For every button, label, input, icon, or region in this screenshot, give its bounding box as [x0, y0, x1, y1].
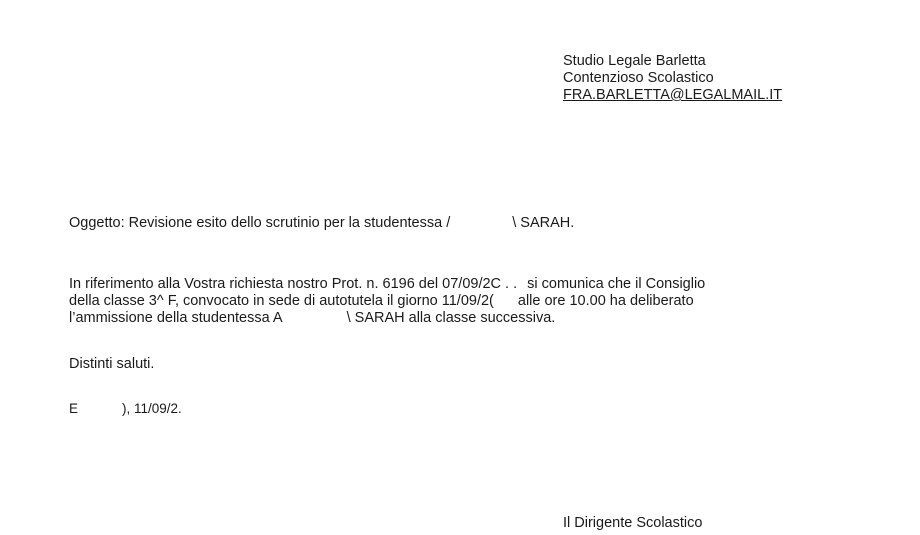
body-line-2-start: della classe 3^ F, convocato in sede di autotutela il giorno 11/09/2( — [69, 293, 494, 309]
body-line-2 — [69, 293, 859, 310]
body-line-1-start: In riferimento alla Vostra richiesta nostro Prot. n. 6196 del 07/09/2C . . — [69, 276, 518, 292]
recipient-department: Contenzioso Scolastico — [563, 70, 714, 86]
date-text: ), 11/09/2. — [122, 401, 182, 416]
subject-prefix: Oggetto: Revisione esito dello scrutinio per la studentessa / — [69, 215, 451, 231]
body-line-1 — [69, 276, 859, 293]
signature-title: Il Dirigente Scolastico — [563, 515, 703, 531]
body-line-1-end: si comunica che il Consiglio — [527, 276, 706, 292]
body-line-3-start: l’ammissione della studentessa A — [69, 310, 283, 326]
recipient-block — [563, 53, 903, 104]
recipient-email-link[interactable]: FRA.BARLETTA@LEGALMAIL.IT — [563, 87, 783, 103]
letter-body — [69, 276, 859, 327]
body-line-3 — [69, 310, 859, 327]
body-line-3-end: \ SARAH alla classe successiva. — [346, 310, 556, 326]
place-start: E — [69, 401, 79, 416]
closing-salutation: Distinti saluti. — [69, 356, 155, 372]
subject-line — [69, 215, 574, 232]
recipient-firm: Studio Legale Barletta — [563, 53, 706, 69]
body-line-2-end: alle ore 10.00 ha deliberato — [517, 293, 694, 309]
subject-suffix: \ SARAH. — [512, 215, 575, 231]
place-and-date — [69, 400, 182, 417]
